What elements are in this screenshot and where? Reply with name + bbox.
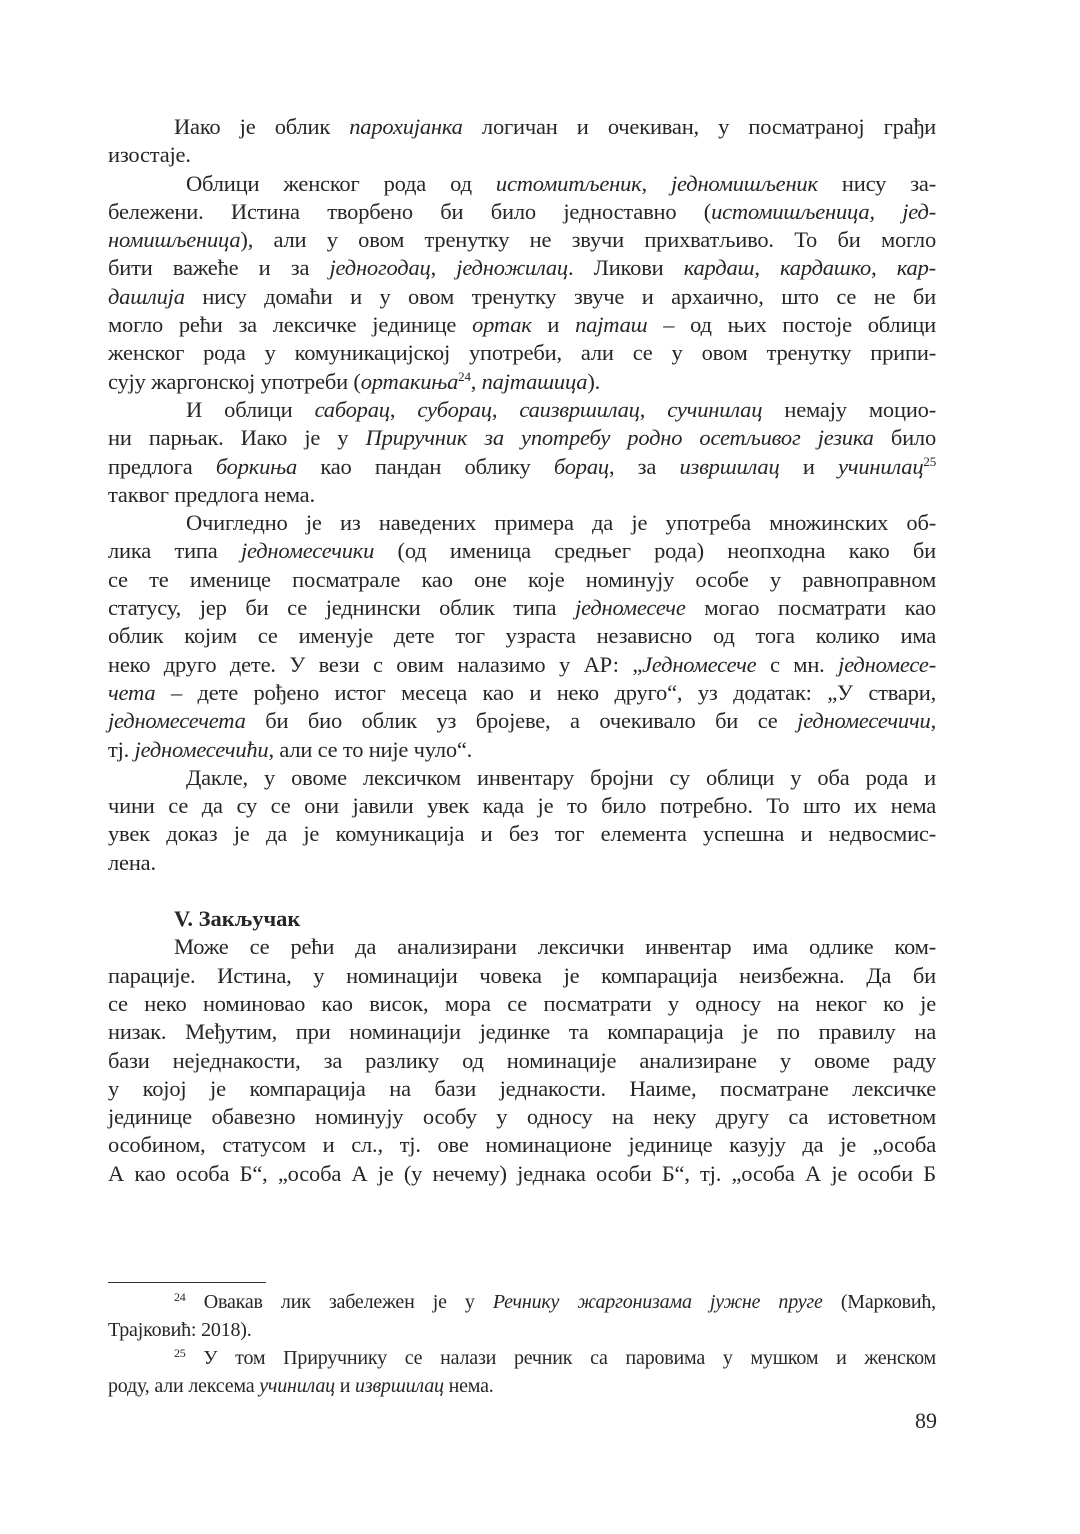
text-line: бележени. Истина творбено би било једноставно (истомишљеница, јед- <box>108 198 936 224</box>
main-text <box>108 113 936 877</box>
italic-term: једномесечики <box>240 538 375 564</box>
text-line: парације. Истина, у номинацији човека је компарација неизбежна. Да би <box>108 962 936 988</box>
italic-term: чета <box>108 679 156 705</box>
italic-term: једномесечета <box>108 708 246 734</box>
text-line: сују жаргонској употреби (ортакиња$^{24}$, пајташица). <box>108 368 601 394</box>
text-line: увек доказ је да је комуникација и без тог елемента успешна и недвосмис- <box>108 821 936 847</box>
italic-term: Једномесече <box>642 651 757 677</box>
text-line: номишљеница), али у овом тренутку не звучи прихватљиво. То би могло <box>108 227 936 253</box>
text-line: Иако је облик парохијанка логичан и очекиван, у посматраној грађи <box>174 114 936 139</box>
footnote-line: $^{24}$ Овакав лик забележен је у Речнику жаргонизама јужне пруге (Марковић, <box>174 1290 936 1313</box>
paragraph <box>108 764 936 877</box>
italic-term: истомитљеник <box>495 170 642 196</box>
text-line: изостаје. <box>108 142 191 168</box>
footnotes <box>108 1288 936 1400</box>
italic-term: једномишљеник <box>670 170 818 196</box>
footnote-separator <box>108 1282 266 1283</box>
italic-term: саборац <box>314 396 390 422</box>
italic-term: кардаш <box>683 255 755 281</box>
italic-term: једномесече <box>575 595 686 621</box>
text-line: се те именице посматрале као оне које номинују особе у равноправном <box>108 566 936 592</box>
footnote-ref[interactable]: 24 <box>458 368 471 384</box>
italic-term: једномесечићи <box>134 736 269 762</box>
italic-term: сучинилац <box>667 396 763 422</box>
footnote-line: роду, али лексема учинилац и извршилац нема. <box>108 1375 494 1397</box>
page-body <box>108 113 936 1188</box>
italic-term: саизвршилац <box>519 396 640 422</box>
italic-term: дашлија <box>108 283 185 309</box>
footnote-25 <box>108 1344 936 1400</box>
italic-term: једномесе- <box>838 651 936 677</box>
text-line: лена. <box>108 849 156 875</box>
italic-term: ортак <box>472 312 532 338</box>
italic-term: Приручник за употребу родно осетљивог језика <box>365 425 874 451</box>
text-line: бити важеће и за једногодац, једножилац. Ликови кардаш, кардашко, кар- <box>108 255 936 281</box>
footnote-ref[interactable]: 24 <box>174 1290 186 1304</box>
paragraph <box>108 170 936 396</box>
italic-term: извршилац <box>679 453 780 479</box>
section-text <box>108 933 936 1188</box>
italic-term: истомишљеница, јед- <box>711 198 936 224</box>
italic-term: извршилац <box>355 1375 444 1397</box>
italic-term: једномесечичи <box>797 708 931 734</box>
italic-term: пајташица <box>481 368 588 394</box>
text-line: статусу, јер би се једнински облик типа једномесече могао посматрати као <box>108 595 936 621</box>
text-line: могло рећи за лексичке јединице ортак и пајташ – од њих постоје облици <box>108 312 936 338</box>
italic-term: кардашко <box>780 255 872 281</box>
italic-term: кар- <box>896 255 936 281</box>
text-line: чини се да су се они јавили увек када је то било потребно. То што их нема <box>108 793 936 819</box>
text-line: тј. једномесечићи, али се то није чуло“. <box>108 736 473 762</box>
text-line: у којој је компарација на бази једнакости. Наиме, посматране лексичке <box>108 1075 936 1101</box>
text-line: неко друго дете. У вези с овим налазимо у АР: „Једномесече с мн. једномесе- <box>108 651 936 677</box>
text-line: ни парњак. Иако је у Приручник за употребу родно осетљивог језика било <box>108 425 937 451</box>
footnote-line: Трајковић: 2018). <box>108 1319 252 1341</box>
text-line: низак. Међутим, при номинацији јединке та компарација је по правилу на <box>108 1019 936 1045</box>
text-line: бази неједнакости, за разлику од номинације анализиране у овоме раду <box>108 1047 936 1073</box>
text-line: И облици саборац, суборац, саизвршилац, сучинилац немају моцио- <box>186 396 937 422</box>
italic-term: парохијанка <box>349 114 463 139</box>
italic-term: суборац <box>417 396 492 422</box>
text-line: Дакле, у овоме лексичком инвентару бројни су облици у оба рода и <box>186 764 936 790</box>
italic-term: једножилац <box>456 255 568 281</box>
text-line: таквог предлога нема. <box>108 481 315 507</box>
italic-term: учинилац <box>259 1375 335 1397</box>
text-line: облик којим се именује дете тог узраста независно од тога колико има <box>108 623 936 649</box>
text-line: предлога боркиња као пандан облику борац, за извршилац и учинилац$^{25}$ <box>108 453 936 479</box>
paragraph <box>108 113 936 170</box>
text-line: једномесечета би био облик уз бројеве, а очекивало би се једномесечичи, <box>108 708 936 734</box>
text-line: се неко номиновао као висок, мора се посматрати у односу на неког ко је <box>108 990 936 1016</box>
footnote-ref[interactable]: 25 <box>923 453 936 469</box>
text-line: дашлија нису домаћи и у овом тренутку звуче и архаично, што се не би <box>108 283 936 309</box>
italic-term: боркиња <box>215 453 298 479</box>
footnote-ref[interactable]: 25 <box>174 1346 186 1360</box>
footnote-line: $^{25}$ У том Приручнику се налази речник са паровима у мушком и женском <box>174 1346 936 1369</box>
italic-term: учинилац <box>838 453 924 479</box>
paragraph <box>108 396 936 509</box>
italic-term: једногодац <box>329 255 431 281</box>
italic-term: пајташ <box>575 312 648 338</box>
text-line: лика типа једномесечики (од именица средњег рода) неопходна како би <box>108 538 936 564</box>
text-line: Може се рећи да анализирани лексички инвентар има одлике ком- <box>174 934 936 960</box>
text-line: Облици женског рода од истомитљеник, једномишљеник нису за- <box>186 170 936 196</box>
text-line: женског рода у комуникацијској употреби, али се у овом тренутку припи- <box>108 340 936 366</box>
section-heading: V. Закључак <box>174 906 301 932</box>
text-line: чета – дете рођено истог месеца као и неко друго“, уз додатак: „У ствари, <box>108 679 936 705</box>
italic-term: ортакиња <box>360 368 459 394</box>
page-number: 89 <box>915 1408 937 1433</box>
text-line: особином, статусом и сл., тј. ове номинационе јединице казују да је „особа <box>108 1132 936 1158</box>
text-line: Очигледно је из наведених примера да је употреба множинских об- <box>186 510 936 536</box>
italic-term: борац <box>553 453 609 479</box>
italic-term: номишљеница <box>108 227 241 253</box>
italic-term: Речнику жаргонизама јужне пруге <box>492 1291 823 1313</box>
footnote-24 <box>108 1288 936 1344</box>
text-line: А као особа Б“, „особа А је (у нечему) једнака особи Б“, тј. „особа А је особи Б <box>108 1160 936 1186</box>
paragraph <box>108 509 936 764</box>
text-line: јединице обавезно номинују особу у односу на неку другу са истоветном <box>108 1104 936 1130</box>
